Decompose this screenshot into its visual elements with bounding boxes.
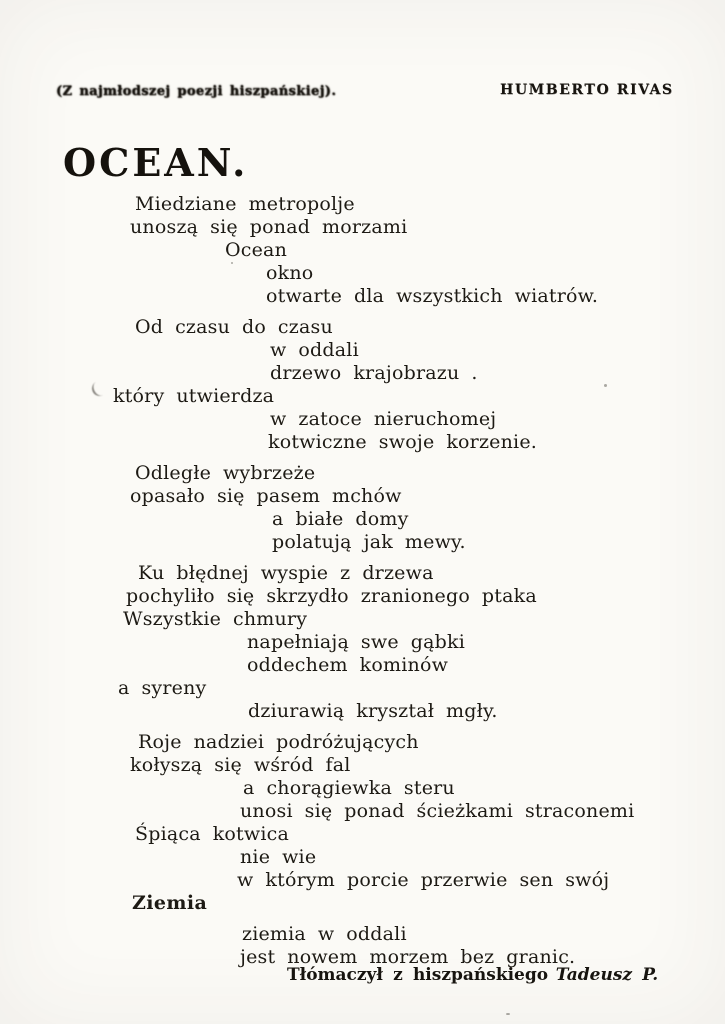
translator-credit [287,965,658,985]
poem-line: dziurawią kryształ mgły. [248,700,498,722]
poem [0,193,725,977]
poem-line: ziemia w oddali [242,923,407,945]
poem-line: napełniają swe gąbki [247,631,465,653]
poem-line: w zatoce nieruchomej [270,408,497,430]
poem-line: w oddali [270,339,359,361]
author-name: HUMBERTO RIVAS [500,82,674,98]
poem-line: w którym porcie przerwie sen swój [237,869,610,891]
stanza [0,316,725,454]
poem-line: Od czasu do czasu [135,316,333,338]
poem-line: otwarte dla wszystkich wiatrów. [266,285,599,307]
stanza [0,193,725,308]
poem-line: Ku błędnej wyspie z drzewa [138,562,434,584]
poem-line: który utwierdza [113,385,275,407]
poem-title: OCEAN. [63,140,249,185]
poem-line: unosi się ponad ścieżkami straconemi [240,800,635,822]
poem-line: jest nowem morzem bez granic. [240,946,576,968]
poem-line: nie wie [240,846,317,868]
poem-line: kołyszą się wśród fal [130,754,351,776]
poem-line: okno [266,262,314,284]
poem-line: Miedziane metropolje [135,193,355,215]
poem-line: a syreny [118,677,207,699]
translator-name: Tadeusz P. [555,965,659,985]
poem-line: Odległe wybrzeże [135,462,316,484]
translator-credit-prefix: Tłómaczył z hiszpańskiego [287,965,549,985]
poem-line: a białe domy [272,508,409,530]
scan-speck [231,262,233,264]
stanza [0,923,725,969]
poem-line: oddechem kominów [247,654,449,676]
poem-line: Ziemia [132,892,208,914]
poem-line: Śpiąca kotwica [135,823,289,845]
scan-speck [506,1013,510,1015]
poem-line: opasało się pasem mchów [130,485,402,507]
stanza [0,731,725,915]
poem-line: a chorągiewka steru [243,777,455,799]
poem-line: Wszystkie chmury [123,608,308,630]
scan-speck [604,384,607,387]
stanza [0,562,725,723]
stanza [0,462,725,554]
poem-line: polatują jak mewy. [272,531,466,553]
poem-line: Roje nadziei podróżujących [138,731,419,753]
poem-line: pochyliło się skrzydło zranionego ptaka [126,585,537,607]
poem-line: unoszą się ponad morzami [130,216,408,238]
poem-line: kotwiczne swoje korzenie. [268,431,538,453]
poem-line: Ocean [225,239,288,261]
series-caption: (Z najmłodszej poezji hiszpańskiej). [56,84,337,99]
poem-line: drzewo krajobrazu . [270,362,478,384]
